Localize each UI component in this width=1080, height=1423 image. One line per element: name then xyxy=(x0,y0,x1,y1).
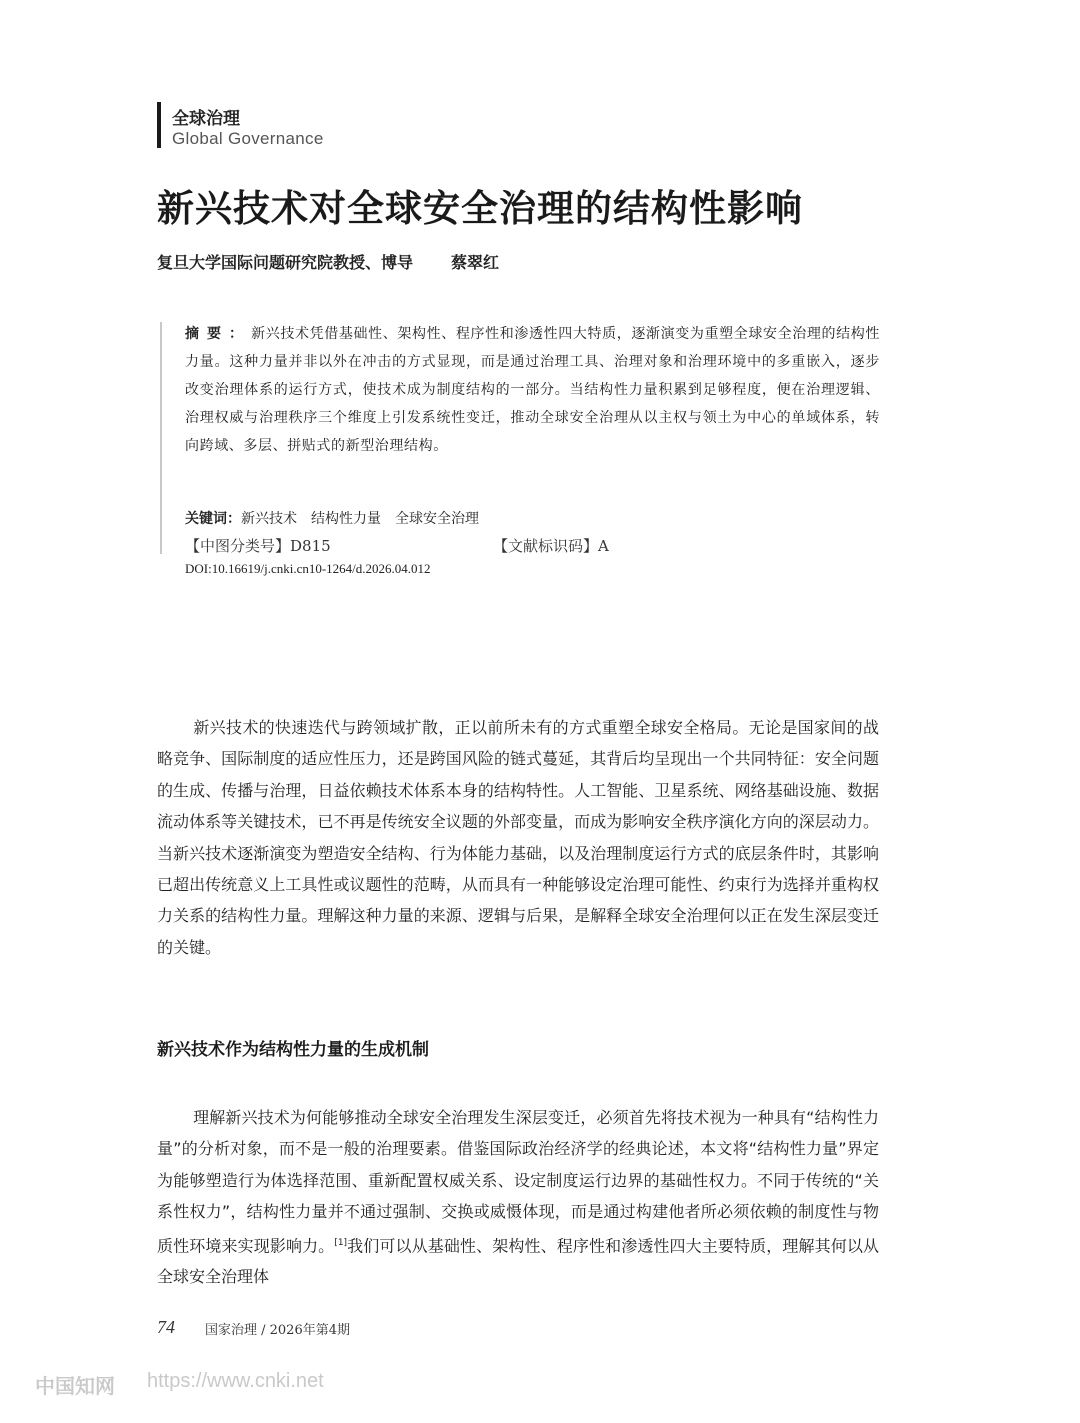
body-paragraph-text: 我们可以从基础性、架构性、程序性和渗透性四大主要特质，理解其何以从全球安全治理体 xyxy=(157,1235,879,1287)
keyword-item: 结构性力量 xyxy=(311,511,381,527)
keywords-line xyxy=(185,508,493,528)
body-paragraph xyxy=(157,1102,879,1293)
clc-number: 【中图分类号】D815 xyxy=(185,537,331,555)
keywords-label: 关键词： xyxy=(185,511,241,527)
body-paragraph-text: 理解新兴技术为何能够推动全球安全治理发生深层变迁，必须首先将技术视为一种具有“结构性力量”的分析对象，而不是一般的治理要素。借鉴国际政治经济学的经典论述，本文将“结构性力量”界定为能够塑造行为体选择范围、重新配置权威关系、设定制度运行边界的基础性权力。不同于传统的“关系性权力”，结构性力量并不通过强制、交换或威慑体现，而是通过构建他者所必须依赖的制度性与物质性环境来实现影响力。 xyxy=(157,1108,879,1255)
journal-name: 国家治理 / 2026年第4期 xyxy=(205,1323,350,1338)
page-number: 74 xyxy=(157,1317,175,1337)
abstract-block xyxy=(185,320,880,460)
keyword-item: 全球安全治理 xyxy=(395,511,479,527)
doi-line: DOI:10.16619/j.cnki.cn10-1264/d.2026.04.012 xyxy=(185,561,431,576)
body-paragraph xyxy=(157,712,879,963)
cnki-logo: 中国知网 xyxy=(35,1374,115,1398)
keyword-item: 新兴技术 xyxy=(241,511,297,527)
abstract-label: 摘要： xyxy=(185,326,252,342)
cnki-url: https://www.cnki.net xyxy=(147,1370,324,1392)
document-code: 【文献标识码】A xyxy=(493,537,609,555)
author-name: 蔡翠红 xyxy=(451,253,500,272)
abstract-side-rule xyxy=(160,322,162,554)
section-heading: 新兴技术作为结构性力量的生成机制 xyxy=(157,1040,429,1060)
section-label-en: Global Governance xyxy=(172,129,324,148)
body-paragraph-text: 新兴技术的快速迭代与跨领域扩散，正以前所未有的方式重塑全球安全格局。无论是国家间的战略竞争、国际制度的适应性压力，还是跨国风险的链式蔓延，其背后均呈现出一个共同特征：安全问题的生成、传播与治理，日益依赖技术体系本身的结构特性。人工智能、卫星系统、网络基础设施、数据流动体系等关键技术，已不再是传统安全议题的外部变量，而成为影响安全秩序演化方向的深层动力。当新兴技术逐渐演变为塑造安全结构、行为体能力基础，以及治理制度运行方式的底层条件时，其影响已超出传统意义上工具性或议题性的范畴，从而具有一种能够设定治理可能性、约束行为选择并重构权力关系的结构性力量。理解这种力量的来源、逻辑与后果，是解释全球安全治理何以正在发生深层变迁的关键。 xyxy=(157,718,879,957)
author-line xyxy=(157,250,499,273)
citation-mark[interactable]: [1] xyxy=(334,1237,348,1248)
article-title: 新兴技术对全球安全治理的结构性影响 xyxy=(157,187,803,230)
author-affiliation: 复旦大学国际问题研究院教授、博导 xyxy=(157,253,414,272)
section-label-cn: 全球治理 xyxy=(172,109,240,129)
section-marker-bar xyxy=(157,102,161,148)
abstract-text: 新兴技术凭借基础性、架构性、程序性和渗透性四大特质，逐渐演变为重塑全球安全治理的结构性力量。这种力量并非以外在冲击的方式显现，而是通过治理工具、治理对象和治理环境中的多重嵌入，逐步改变治理体系的运行方式，使技术成为制度结构的一部分。当结构性力量积累到足够程度，便在治理逻辑、治理权威与治理秩序三个维度上引发系统性变迁，推动全球安全治理从以主权与领土为中心的单域体系，转向跨域、多层、拼贴式的新型治理结构。 xyxy=(185,326,880,454)
